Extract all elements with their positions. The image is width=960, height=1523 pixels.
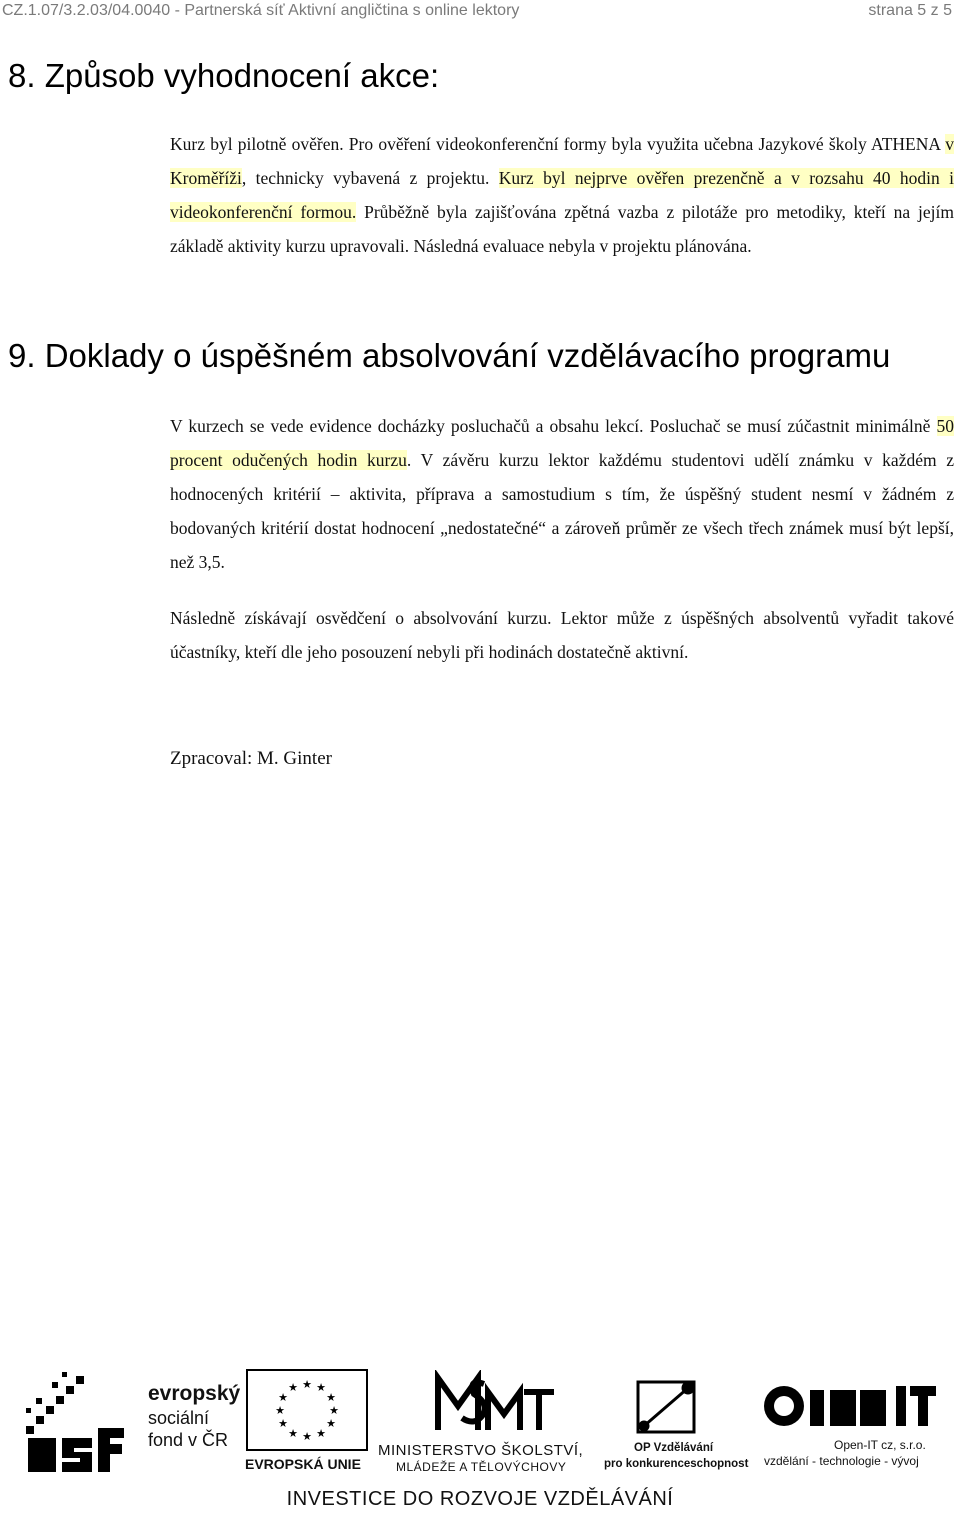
- svg-text:★: ★: [316, 1381, 326, 1394]
- page-number: strana 5 z 5: [868, 2, 952, 19]
- esf-logo: [22, 1368, 242, 1472]
- svg-text:★: ★: [288, 1427, 298, 1440]
- opvk-mark-icon: [600, 1374, 750, 1440]
- section-8-title: 8. Způsob vyhodnocení akce:: [8, 57, 440, 94]
- svg-text:★: ★: [302, 1378, 312, 1391]
- esf-mark-icon: [22, 1368, 142, 1472]
- section-8-paragraph: Kurz byl pilotně ověřen. Pro ověření videokonferenční formy byla využita učebna Jazykové školy ATHENA v Kroměříži, technicky vybavená z projektu. Kurz byl nejprve ověřen prezenčně a v rozsahu 40 hodin i videokonferenční formou. Průběžně byla zajišťována zpětná vazba z pilotáže pro metodiky, kteří na jejím základě aktivity kurzu upravovali. Následná evaluace nebyla v projektu plánována.: [170, 134, 955, 256]
- section-9-title: 9. Doklady o úspěšném absolvování vzdělávacího programu: [8, 337, 891, 374]
- footer-logos: [0, 1360, 960, 1480]
- svg-text:★: ★: [278, 1391, 288, 1404]
- opvk-line-2: pro konkurenceschopnost: [604, 1458, 749, 1470]
- esf-line-1: evropský: [148, 1382, 241, 1405]
- section-9-paragraph-1: V kurzech se vede evidence docházky posluchačů a obsahu lekcí. Posluchač se musí zúčastnit minimálně 50 procent odučených hodin kurzu. V závěru kurzu lektor každému studentovi udělí známku v každém z hodnocených kritérií – aktivita, příprava a samostudium s tím, že úspěšný student nesmí v žádném z bodovaných kritérií dostat hodnocení „nedostatečné“ a zároveň průměr ze všech třech známek musí být lepší, než 3,5.: [170, 416, 955, 572]
- svg-text:★: ★: [288, 1381, 298, 1394]
- svg-text:★: ★: [326, 1417, 336, 1430]
- signature: Zpracoval: M. Ginter: [170, 748, 332, 769]
- svg-text:★: ★: [326, 1391, 336, 1404]
- svg-text:★: ★: [302, 1430, 312, 1443]
- opvk-logo: [600, 1374, 750, 1474]
- document-header-left: CZ.1.07/3.2.03/04.0040 - Partnerská síť Aktivní angličtina s online lektory: [2, 2, 520, 19]
- msmt-logo: [378, 1370, 596, 1474]
- openit-line-1: Open-IT cz, s.r.o.: [834, 1438, 926, 1452]
- openit-mark-icon: [760, 1380, 940, 1432]
- openit-logo: [760, 1380, 940, 1474]
- investment-slogan: INVESTICE DO ROZVOJE VZDĚLÁVÁNÍ: [286, 1488, 674, 1510]
- section-9-paragraph-2: Následně získávají osvědčení o absolvování kurzu. Lektor může z úspěšných absolventů vyřadit takové účastníky, kteří dle jeho posouzení nebyli při hodinách dostatečně aktivní.: [170, 608, 954, 662]
- eu-flag-icon: [245, 1368, 369, 1452]
- svg-text:★: ★: [316, 1427, 326, 1440]
- opvk-line-1: OP Vzdělávání: [634, 1442, 714, 1454]
- msmt-line-2: MLÁDEŽE A TĚLOVÝCHOVY: [396, 1460, 567, 1474]
- svg-text:★: ★: [275, 1404, 285, 1417]
- svg-text:★: ★: [329, 1404, 339, 1417]
- esf-line-2: sociální: [148, 1408, 210, 1428]
- eu-label: EVROPSKÁ UNIE: [245, 1456, 361, 1472]
- openit-line-2: vzdělání - technologie - vývoj: [764, 1454, 919, 1468]
- msmt-line-1: MINISTERSTVO ŠKOLSTVÍ,: [378, 1442, 584, 1459]
- esf-line-3: fond v ČR: [148, 1430, 229, 1450]
- svg-text:★: ★: [278, 1417, 288, 1430]
- msmt-mark-icon: [378, 1370, 596, 1440]
- eu-logo: [245, 1368, 371, 1472]
